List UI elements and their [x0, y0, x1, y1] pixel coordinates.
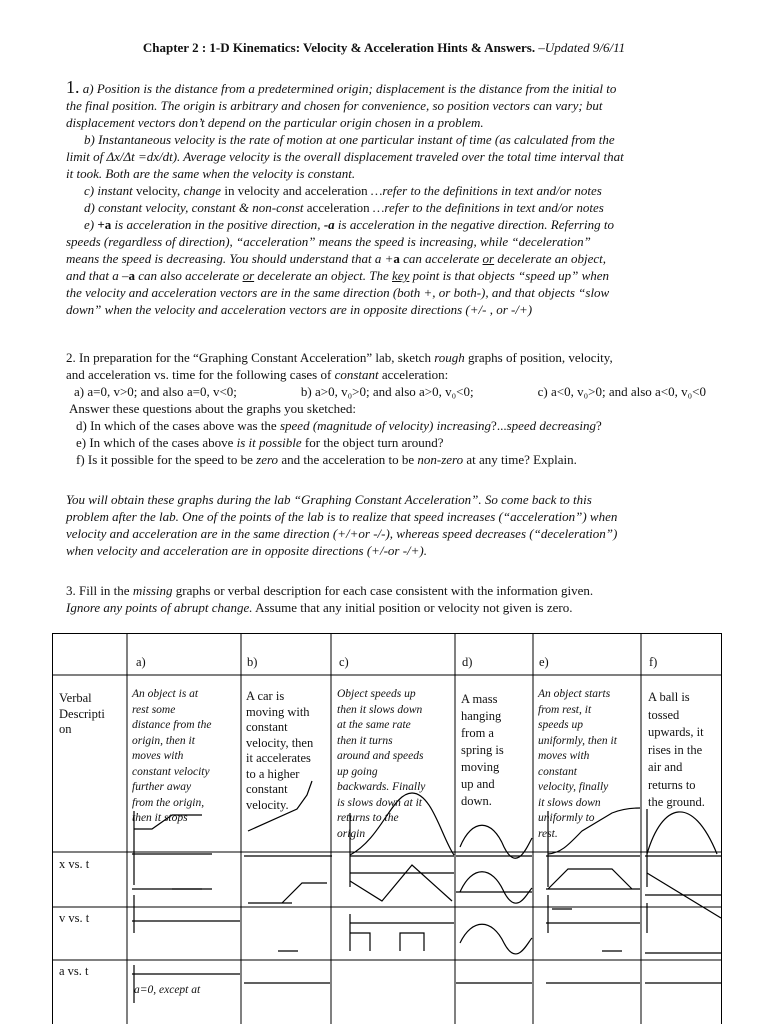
title-updated: –Updated 9/6/11 — [535, 40, 626, 55]
q1-e-line: the velocity and acceleration vectors are in the same direction (both +, or both-), and that objects “slow — [66, 285, 610, 300]
q2-e: e) In which of the cases above is it possible for the object turn around? — [76, 435, 444, 450]
row-head-a: a vs. t — [59, 964, 89, 978]
desc-b: A car is moving with constant velocity, then it accelerates to a higher constant velocity. — [246, 689, 314, 812]
desc-a: An object is at rest some distance from the origin, then it moves with constant velocity further away from the origin, then it stops — [132, 688, 212, 824]
q1-e-line: down” when the velocity and acceleration vectors are in opposite directions (+/- , or -/+) — [66, 302, 533, 317]
q3-line: Ignore any points of abrupt change. Assume that any initial position or velocity not given is zero. — [66, 600, 573, 615]
question-2 — [66, 349, 706, 468]
q1-e-line: speeds (regardless of direction), “acceleration” means the speed is increasing, while “deceleration” — [66, 234, 591, 249]
q1-number: 1. — [66, 77, 80, 97]
q2-line: and acceleration vs. time for the following cases of constant acceleration: — [66, 367, 449, 382]
accel-note-a: a=0, except at — [134, 984, 201, 996]
q2-case-c: c) a<0, v₀>0; and also a<0, v₀<0 — [537, 384, 706, 399]
q1-d-line: d) constant velocity, constant & non-const acceleration …refer to the definitions in text and/or notes — [84, 200, 604, 215]
q1-b-line: it took. Both are the same when the velocity is constant. — [66, 166, 356, 181]
desc-f: A ball is tossed upwards, it rises in the air and returns to the ground. — [648, 690, 705, 809]
q2-f: f) Is it possible for the speed to be zero and the acceleration to be non-zero at any time? Explain. — [76, 452, 577, 467]
col-head-b: b) — [247, 655, 258, 669]
q2-d: d) In which of the cases above was the speed (magnitude of velocity) increasing?...speed decreasing? — [76, 418, 602, 433]
note-line: velocity and acceleration are in the same direction (+/+or -/-), whereas speed decreases (“deceleration”) — [66, 526, 618, 541]
q1-a-line: a) Position is the distance from a predetermined origin; displacement is the distance from the initial to — [82, 81, 617, 96]
desc-c: Object speeds up then it slows down at the same rate then it turns around and speeds up going backwards. Finally is slows down at it returns to the origin — [337, 688, 426, 840]
col-head-d: d) — [462, 655, 473, 669]
q1-e-line: and that a –a can also accelerate or decelerate an object. The key point is that objects “speed up” when — [66, 268, 610, 283]
q1-b-line: b) Instantaneous velocity is the rate of motion at one particular instant of time (as calculated from the — [84, 132, 615, 147]
note-line: problem after the lab. One of the points of the lab is to realize that speed increases (“acceleration”) when — [66, 509, 618, 524]
col-head-c: c) — [339, 655, 349, 669]
q1-e-line: e) +a is acceleration in the positive direction, -a is acceleration in the negative direction. Referring to — [84, 217, 614, 232]
note-line: You will obtain these graphs during the lab “Graphing Constant Acceleration”. So come back to this — [66, 492, 592, 507]
page-title — [0, 40, 768, 56]
q1-b-line: limit of Δx/Δt =dx/dt). Average velocity is the overall displacement traveled over the total time interval that — [66, 149, 624, 164]
col-head-e: e) — [539, 655, 549, 669]
q2-case-a: a) a=0, v>0; and also a=0, v<0; — [74, 384, 237, 399]
q1-c-line: c) instant velocity, change in velocity and acceleration …refer to the definitions in text and/or notes — [84, 183, 602, 198]
row-head-x: x vs. t — [59, 857, 90, 871]
desc-e: An object starts from rest, it speeds up uniformly, then it moves with constant velocity, finally it slows down uniformly to rest. — [538, 688, 617, 840]
row-head-verbal: Verbal Descripti on — [59, 691, 105, 736]
col-head-a: a) — [136, 655, 146, 669]
q1-a-line: the final position. The origin is arbitrary and chosen for convenience, so position vectors can vary; but — [66, 98, 603, 113]
q2-cases — [66, 383, 706, 400]
q1-e-line: means the speed is decreasing. You should understand that a +a can accelerate or decelerate an object, — [66, 251, 607, 266]
title-text: Chapter 2 : 1-D Kinematics: Velocity & Acceleration Hints & Answers. — [142, 40, 536, 55]
question-1 — [66, 79, 706, 318]
q3-line: 3. Fill in the missing graphs or verbal description for each case consistent with the information given. — [66, 583, 594, 598]
q2-line: 2. In preparation for the “Graphing Constant Acceleration” lab, sketch rough graphs of position, velocity, — [66, 350, 613, 365]
lab-note — [66, 491, 706, 559]
q2-case-b: b) a>0, v₀>0; and also a>0, v₀<0; — [300, 384, 474, 399]
note-line: when velocity and acceleration are in opposite directions (+/-or -/+). — [66, 543, 427, 558]
row-head-v: v vs. t — [59, 911, 90, 925]
graphs-table — [52, 633, 722, 1024]
q1-a-line: displacement vectors don’t depend on the particular origin chosen in a problem. — [66, 115, 484, 130]
q2-answer-instructions: Answer these questions about the graphs you sketched: — [69, 401, 357, 416]
desc-d: A mass hanging from a spring is moving up and down. — [461, 692, 504, 808]
question-3 — [66, 582, 706, 616]
col-head-f: f) — [649, 655, 658, 669]
